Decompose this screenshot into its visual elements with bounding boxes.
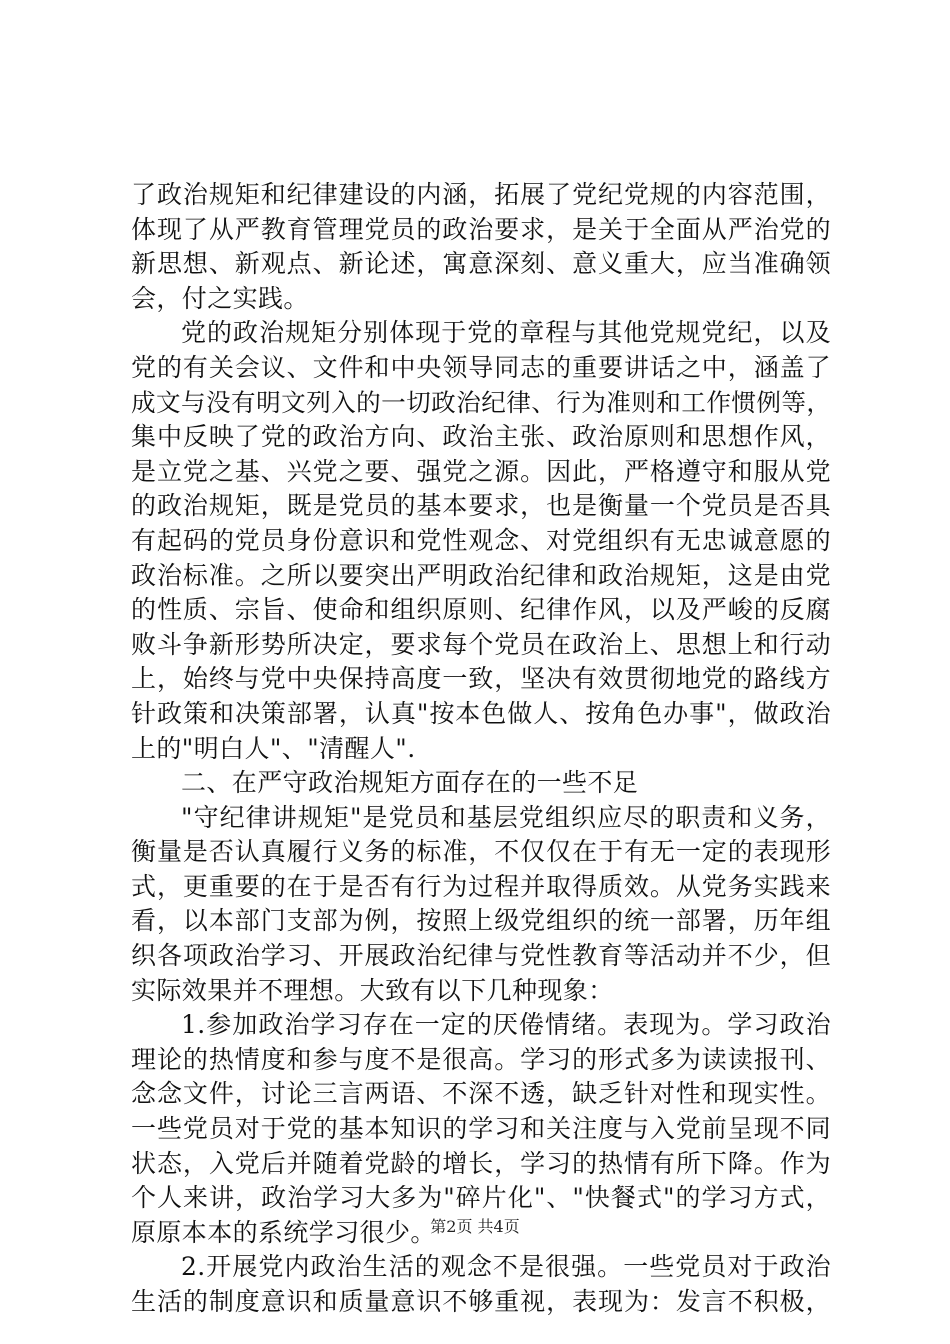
text-line: 2.开展党内政治生活的观念不是很强。一些党员对于政治 xyxy=(181,1252,831,1282)
text-line: 上的"明白人"、"清醒人". xyxy=(131,733,416,763)
text-line: 新思想、新观点、新论述，寓意深刻、意义重大，应当准确领 xyxy=(131,249,831,279)
text-line: 原原本本的系统学习很少。 xyxy=(131,1217,436,1247)
text-line: 针政策和决策部署，认真"按本色做人、按角色办事"，做政治 xyxy=(131,698,831,728)
text-line: 是立党之基、兴党之要、强党之源。因此，严格遵守和服从党 xyxy=(131,456,831,486)
text-line: 政治标准。之所以要突出严明政治纪律和政治规矩，这是由党 xyxy=(131,560,831,590)
text-line: 会，付之实践。 xyxy=(131,283,309,313)
text-line: 式，更重要的在于是否有行为过程并取得质效。从党务实践来 xyxy=(131,871,831,901)
text-line: 状态，入党后并随着党龄的增长，学习的热情有所下降。作为 xyxy=(131,1148,831,1178)
text-line: 的政治规矩，既是党员的基本要求，也是衡量一个党员是否具 xyxy=(131,491,831,521)
text-line: 理论的热情度和参与度不是很高。学习的形式多为读读报刊、 xyxy=(131,1044,831,1074)
text-line: 党的有关会议、文件和中央领导同志的重要讲话之中，涵盖了 xyxy=(131,352,831,382)
text-line: 上，始终与党中央保持高度一致，坚决有效贯彻地党的路线方 xyxy=(131,664,831,694)
text-line: 念念文件，讨论三言两语、不深不透，缺乏针对性和现实性。 xyxy=(131,1079,831,1109)
text-line: 的性质、宗旨、使命和组织原则、纪律作风，以及严峻的反腐 xyxy=(131,595,831,625)
text-line: 党的政治规矩分别体现于党的章程与其他党规党纪，以及 xyxy=(181,318,831,348)
text-line: 二、在严守政治规矩方面存在的一些不足 xyxy=(181,768,639,798)
document-body xyxy=(131,178,831,1320)
text-line: 看，以本部门支部为例，按照上级党组织的统一部署，历年组 xyxy=(131,906,831,936)
text-line: 了政治规矩和纪律建设的内涵，拓展了党纪党规的内容范围， xyxy=(131,180,831,209)
text-line: 织各项政治学习、开展政治纪律与党性教育等活动并不少，但 xyxy=(131,941,831,971)
text-line: 集中反映了党的政治方向、政治主张、政治原则和思想作风， xyxy=(131,422,831,452)
text-line: 一些党员对于党的基本知识的学习和关注度与入党前呈现不同 xyxy=(131,1114,831,1144)
text-line: 生活的制度意识和质量意识不够重视，表现为：发言不积极， xyxy=(131,1287,831,1316)
text-line: 有起码的党员身份意识和党性观念、对党组织有无忠诚意愿的 xyxy=(131,525,831,555)
text-line: 成文与没有明文列入的一切政治纪律、行为准则和工作惯例等， xyxy=(131,387,831,417)
text-line: 实际效果并不理想。大致有以下几种现象： xyxy=(131,975,614,1005)
text-line: "守纪律讲规矩"是党员和基层党组织应尽的职责和义务， xyxy=(181,802,831,832)
text-line: 衡量是否认真履行义务的标准，不仅仅在于有无一定的表现形 xyxy=(131,837,831,867)
text-line: 败斗争新形势所决定，要求每个党员在政治上、思想上和行动 xyxy=(131,629,831,659)
text-line: 体现了从严教育管理党员的政治要求，是关于全面从严治党的 xyxy=(131,214,831,244)
text-line: 个人来讲，政治学习大多为"碎片化"、"快餐式"的学习方式， xyxy=(131,1183,831,1213)
page-footer: 第2页 共4页 xyxy=(430,1217,520,1236)
text-line: 1.参加政治学习存在一定的厌倦情绪。表现为。学习政治 xyxy=(181,1010,831,1040)
